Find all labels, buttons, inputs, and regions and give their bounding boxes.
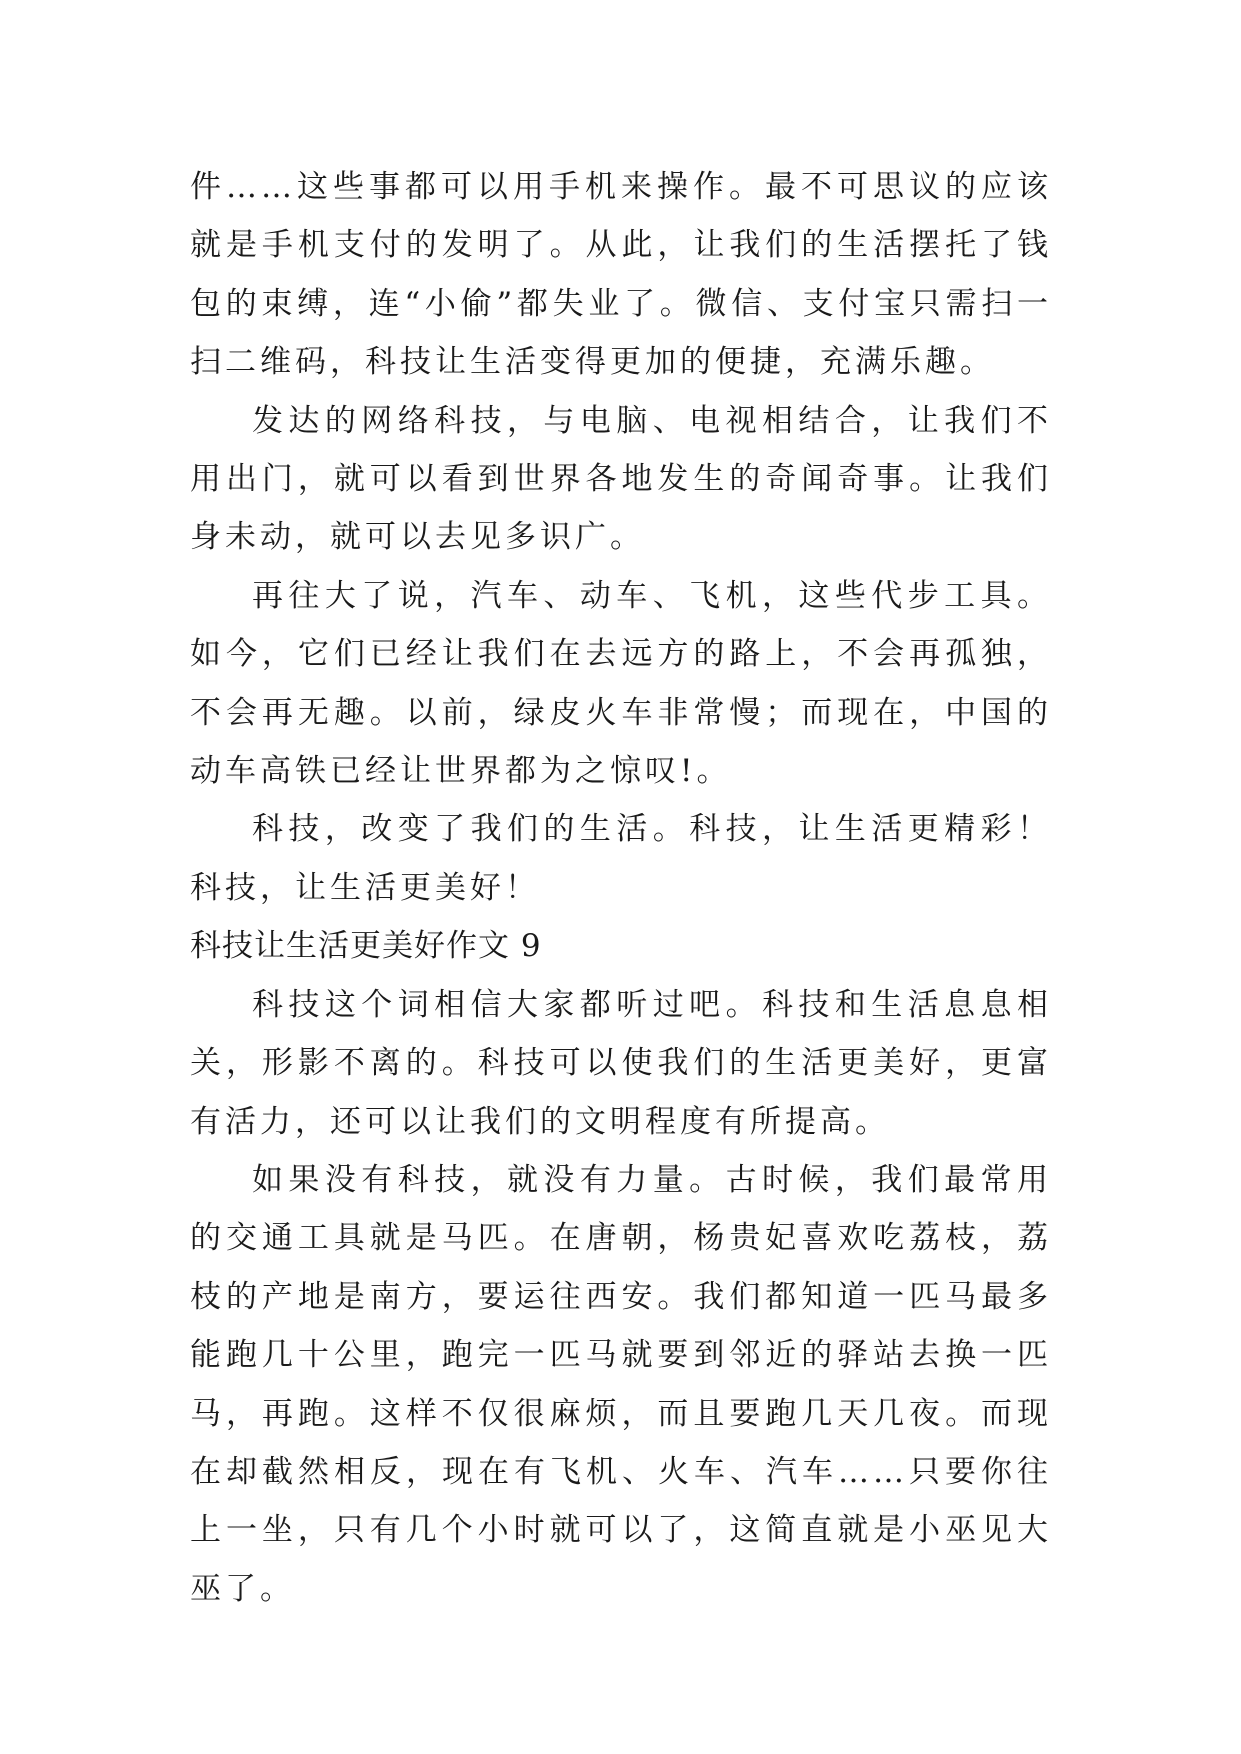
- paragraph-conclusion: 科技，改变了我们的生活。科技，让生活更精彩！科技，让生活更美好！: [190, 811, 1052, 906]
- paragraph-intro: 科技这个词相信大家都听过吧。科技和生活息息相关，形影不离的。科技可以使我们的生活更美好，更富有活力，还可以让我们的文明程度有所提高。: [190, 986, 1052, 1140]
- paragraph-continued: 件……这些事都可以用手机来操作。最不可思议的应该就是手机支付的发明了。从此，让我们的生活摆托了钱包的束缚，连“小偷”都失业了。微信、支付宝只需扫一扫二维码，科技让生活变得更加的便捷，充满乐趣。: [190, 169, 1052, 381]
- essay-heading: 科技让生活更美好作文 9: [190, 928, 542, 965]
- document-body: [190, 158, 1052, 1618]
- paragraph-network-tech: 发达的网络科技，与电脑、电视相结合，让我们不用出门，就可以看到世界各地发生的奇闻奇事。让我们身未动，就可以去见多识广。: [190, 402, 1052, 556]
- paragraph-horses: 如果没有科技，就没有力量。古时候，我们最常用的交通工具就是马匹。在唐朝，杨贵妃喜欢吃荔枝，荔枝的产地是南方，要运往西安。我们都知道一匹马最多能跑几十公里，跑完一匹马就要到邻近的驿站去换一匹马，再跑。这样不仅很麻烦，而且要跑几天几夜。而现在却截然相反，现在有飞机、火车、汽车……只要你往上一坐，只有几个小时就可以了，这简直就是小巫见大巫了。: [190, 1161, 1052, 1607]
- paragraph-transport: 再往大了说，汽车、动车、飞机，这些代步工具。如今，它们已经让我们在去远方的路上，不会再孤独，不会再无趣。以前，绿皮火车非常慢；而现在，中国的动车高铁已经让世界都为之惊叹!。: [190, 577, 1052, 790]
